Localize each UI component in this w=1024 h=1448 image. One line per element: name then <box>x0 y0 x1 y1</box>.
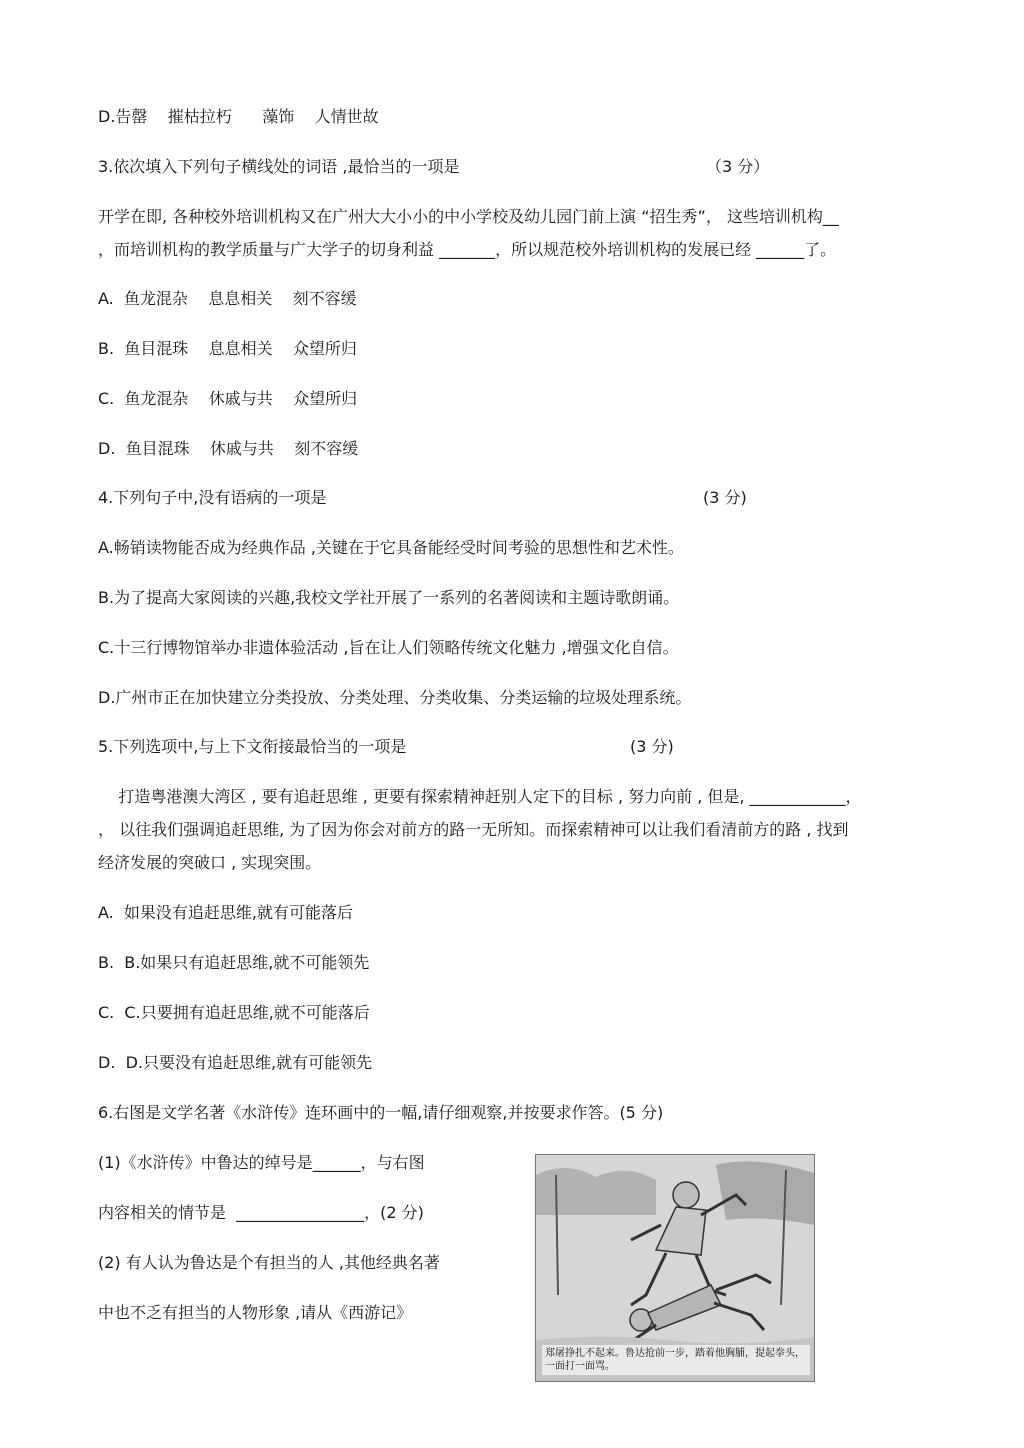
question-6-part-1-line-1: (1)《水浒传》中鲁达的绰号是______，与右图 <box>98 1153 425 1172</box>
question-3-option-c: C. 鱼龙混杂 休戚与共 众望所归 <box>98 389 358 408</box>
question-5-passage-line-2: ， 以往我们强调追赶思维, 为了因为你会对前方的路一无所知。而探索精神可以让我们看清前方的路 , 找到 <box>98 820 849 839</box>
question-4-stem: 4.下列句子中,没有语病的一项是 <box>98 488 327 507</box>
question-5-option-b: B. B.如果只有追赶思维,就不可能领先 <box>98 953 370 972</box>
question-6-part-2-line-2: 中也不乏有担当的人物形象 ,请从《西游记》 <box>98 1303 413 1322</box>
comic-caption: 郑屠挣扎不起来。鲁达抢前一步，踏着他胸脯，提起拳头，一面打一面骂。 <box>542 1345 810 1375</box>
question-3-option-b: B. 鱼目混珠 息息相关 众望所归 <box>98 339 357 358</box>
question-6-part-2-line-1: (2) 有人认为鲁达是个有担当的人 ,其他经典名著 <box>98 1253 440 1272</box>
question-6-stem: 6.右图是文学名著《水浒传》连环画中的一幅,请仔细观察,并按要求作答。(5 分) <box>98 1103 664 1122</box>
question-5-stem: 5.下列选项中,与上下文衔接最恰当的一项是 <box>98 737 407 756</box>
question-5-option-c: C. C.只要拥有追赶思维,就不可能落后 <box>98 1003 370 1022</box>
question-3-passage-line-2: ，而培训机构的教学质量与广大学子的切身利益 _______，所以规范校外培训机构的发展已经 ______了。 <box>98 240 837 259</box>
question-5-option-a: A. 如果没有追赶思维,就有可能落后 <box>98 903 354 922</box>
question-5-score: (3 分) <box>630 737 674 756</box>
question-4-score: (3 分) <box>703 488 747 507</box>
question-3-option-d: D. 鱼目混珠 休戚与共 刻不容缓 <box>98 439 359 458</box>
question-3-score: （3 分） <box>706 157 770 176</box>
question-4-option-d: D.广州市正在加快建立分类投放、分类处理、分类收集、分类运输的垃圾处理系统。 <box>98 688 692 707</box>
question-3-option-a: A. 鱼龙混杂 息息相关 刻不容缓 <box>98 289 357 308</box>
question-3-passage-line-1: 开学在即, 各种校外培训机构又在广州大大小小的中小学校及幼儿园门前上演 “招生秀”， 这些培训机构__ <box>98 207 839 226</box>
question-5-passage-line-1: 打造粤港澳大湾区 , 要有追赶思维 , 更要有探索精神赶别人定下的目标 , 努力向前 , 但是, ____________， <box>98 787 862 806</box>
comic-illustration <box>535 1154 815 1382</box>
question-4-option-c: C.十三行博物馆举办非遗体验活动 ,旨在让人们领略传统文化魅力 ,增强文化自信。 <box>98 638 679 657</box>
question-5-passage-line-3: 经济发展的突破口 , 实现突围。 <box>98 853 322 872</box>
question-6-part-1-line-2: 内容相关的情节是 ________________，(2 分) <box>98 1203 424 1222</box>
question-3-stem: 3.依次填入下列句子横线处的词语 ,最恰当的一项是 <box>98 157 460 176</box>
question-5-option-d: D. D.只要没有追赶思维,就有可能领先 <box>98 1053 373 1072</box>
line-q2-option-d: D.告罄 摧枯拉朽 藻饰 人情世故 <box>98 107 379 126</box>
question-4-option-a: A.畅销读物能否成为经典作品 ,关键在于它具备能经受时间考验的思想性和艺术性。 <box>98 538 684 557</box>
question-4-option-b: B.为了提高大家阅读的兴趣,我校文学社开展了一系列的名著阅读和主题诗歌朗诵。 <box>98 588 680 607</box>
